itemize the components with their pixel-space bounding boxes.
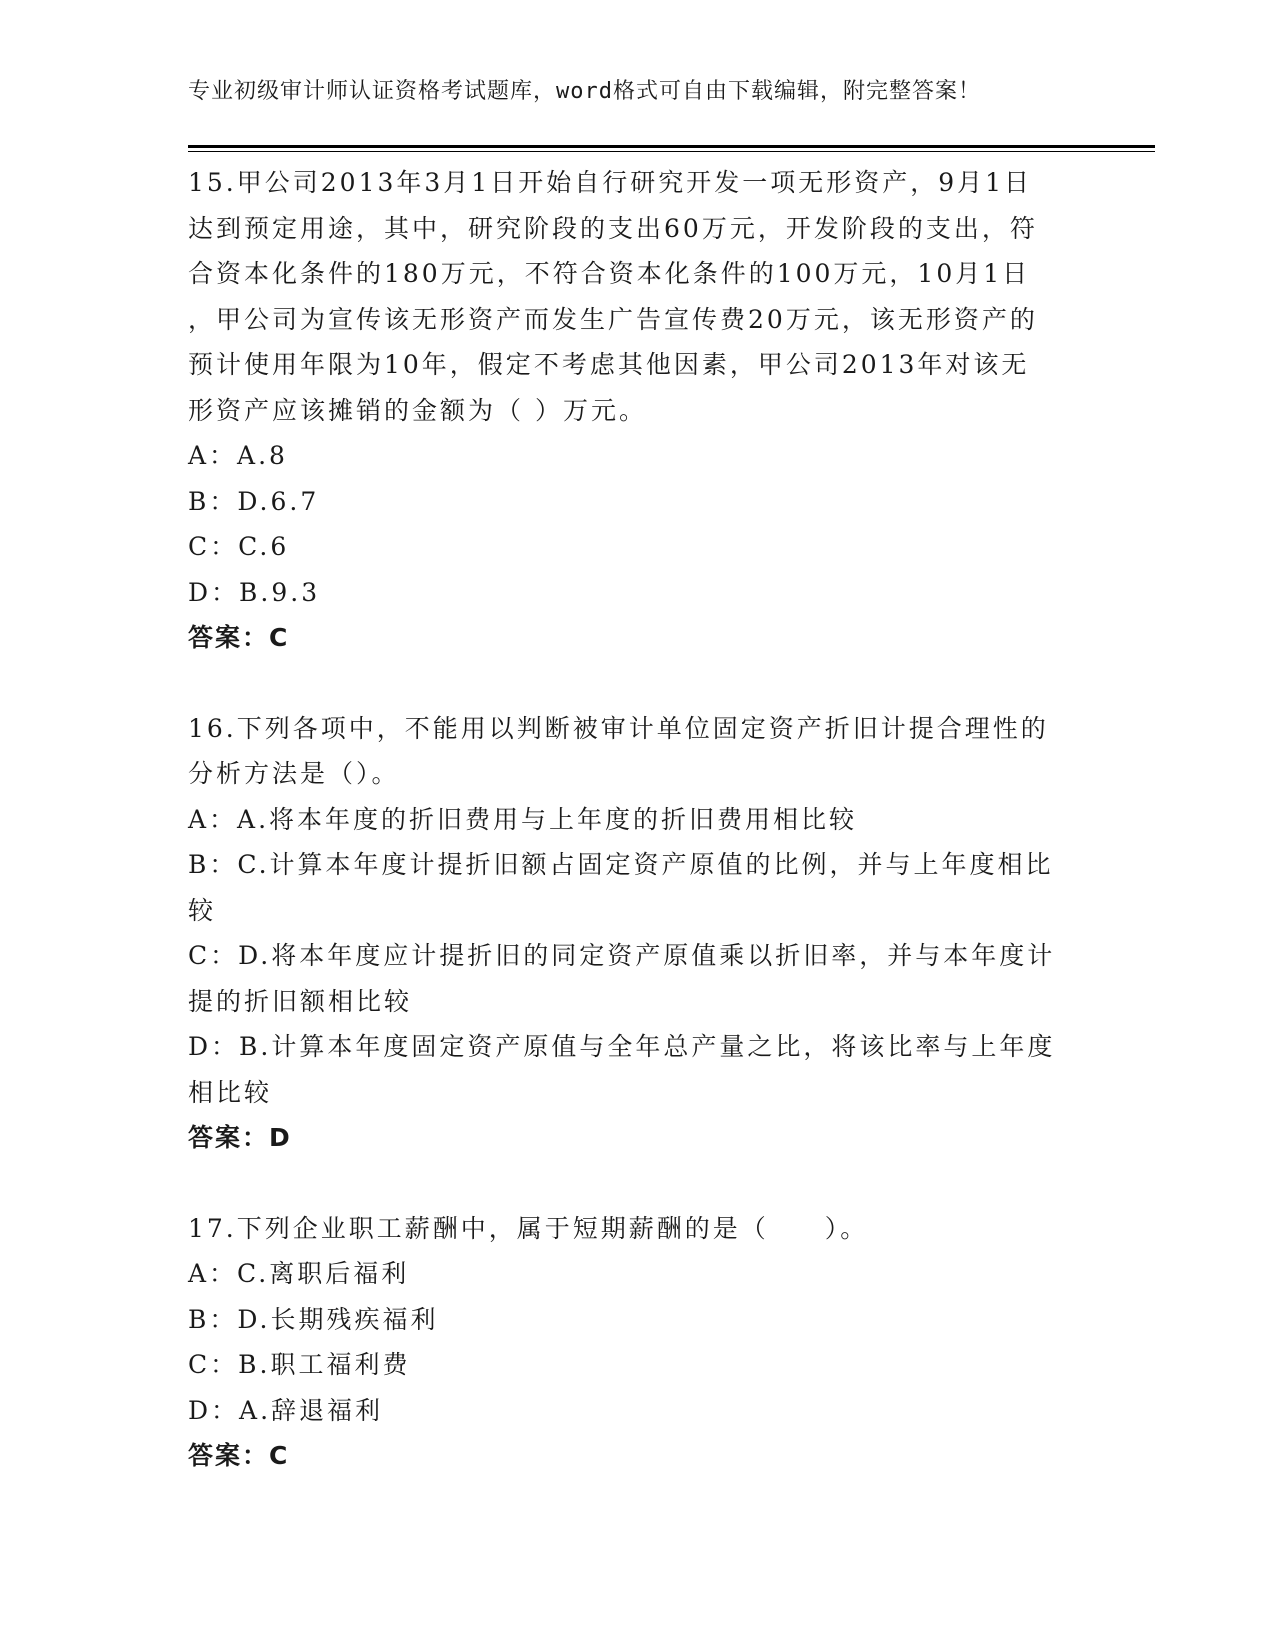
- question-text-line: 15.甲公司2013年3月1日开始自行研究开发一项无形资产，9月1日: [188, 168, 1033, 197]
- question-text-line: 合资本化条件的180万元，不符合资本化条件的100万元，10月1日: [188, 259, 1031, 288]
- question-17: [188, 1206, 1088, 1479]
- question-text-line: 16.下列各项中，不能用以判断被审计单位固定资产折旧计提合理性的: [188, 713, 1049, 743]
- question-text-line: 预计使用年限为10年，假定不考虑其他因素，甲公司2013年对该无: [188, 350, 1030, 379]
- question-16: [188, 706, 1088, 1161]
- question-gap: [188, 661, 1088, 706]
- question-15: [188, 160, 1088, 661]
- option-b: B：D.6.7: [188, 486, 320, 516]
- header-rule-thick: [188, 145, 1155, 148]
- option-a: A：A.8: [188, 441, 288, 470]
- question-text-line: ，甲公司为宣传该无形资产而发生广告宣传费20万元，该无形资产的: [188, 304, 1038, 334]
- question-gap: [188, 1161, 1088, 1206]
- option-b-cont: 较: [188, 895, 217, 925]
- option-a: A：A.将本年度的折旧费用与上年度的折旧费用相比较: [188, 804, 858, 834]
- option-c: C：B.职工福利费: [188, 1350, 411, 1379]
- answer: 答案：C: [188, 1441, 290, 1470]
- question-text-line: 分析方法是（）。: [188, 759, 400, 788]
- option-c: C：D.将本年度应计提折旧的同定资产原值乘以折旧率，并与本年度计: [188, 941, 1056, 970]
- question-list: [188, 160, 1088, 1479]
- option-d: D：B.9.3: [188, 577, 321, 607]
- option-a: A：C.离职后福利: [188, 1259, 410, 1288]
- page-header: 专业初级审计师认证资格考试题库，word格式可自由下载编辑，附完整答案！: [188, 79, 981, 104]
- option-c: C：C.6: [188, 532, 290, 561]
- option-c-cont: 提的折旧额相比较: [188, 986, 413, 1016]
- answer: 答案：D: [188, 1123, 292, 1152]
- option-d: D：A.辞退福利: [188, 1395, 384, 1425]
- question-text-line: 形资产应该摊销的金额为（ ）万元。: [188, 395, 647, 425]
- question-text-line: 17.下列企业职工薪酬中，属于短期薪酬的是（ ）。: [188, 1213, 869, 1243]
- option-d: D：B.计算本年度固定资产原值与全年总产量之比，将该比率与上年度: [188, 1032, 1056, 1061]
- option-b: B：C.计算本年度计提折旧额占固定资产原值的比例，并与上年度相比: [188, 850, 1054, 879]
- question-text-line: 达到预定用途，其中，研究阶段的支出60万元，开发阶段的支出，符: [188, 213, 1038, 243]
- header-rule-thin: [188, 151, 1155, 152]
- option-d-cont: 相比较: [188, 1077, 273, 1107]
- answer: 答案：C: [188, 623, 290, 652]
- option-b: B：D.长期残疾福利: [188, 1304, 439, 1334]
